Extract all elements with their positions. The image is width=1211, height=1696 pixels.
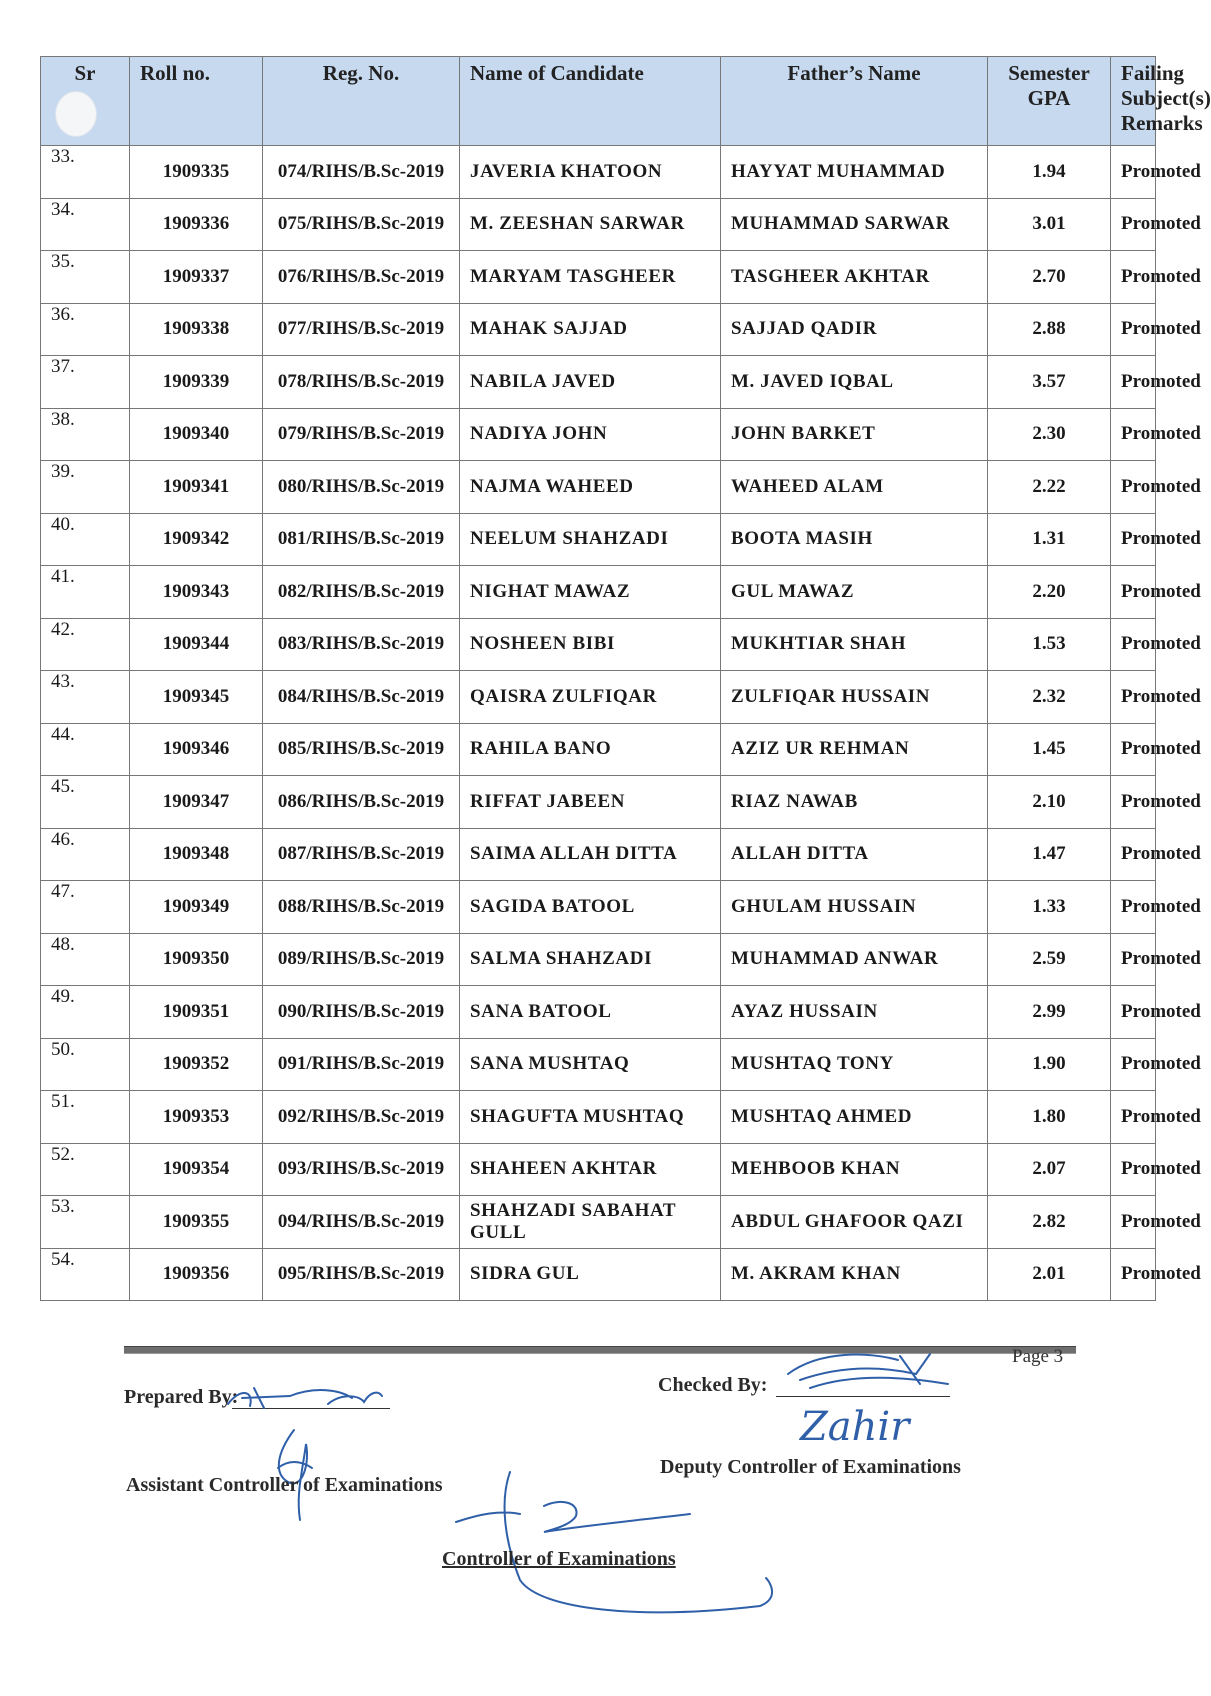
cell-roll-no: 1909337 (130, 251, 263, 304)
cell-roll-no: 1909356 (130, 1248, 263, 1301)
cell-candidate-name: NADIYA JOHN (460, 408, 721, 461)
header-remarks (1111, 57, 1211, 146)
cell-reg-no: 089/RIHS/B.Sc-2019 (263, 933, 460, 986)
table-row (41, 723, 1156, 776)
header-roll-no: Roll no. (130, 57, 263, 146)
cell-father-name: GUL MAWAZ (721, 566, 988, 619)
table-row (41, 513, 1156, 566)
cell-sr: 37. (41, 356, 130, 409)
cell-semester-gpa: 2.59 (988, 933, 1111, 986)
cell-sr: 45. (41, 776, 130, 829)
cell-roll-no: 1909335 (130, 146, 263, 199)
cell-semester-gpa: 2.30 (988, 408, 1111, 461)
cell-candidate-name: MAHAK SAJJAD (460, 303, 721, 356)
table-row (41, 566, 1156, 619)
cell-father-name: M. AKRAM KHAN (721, 1248, 988, 1301)
header-remarks-line2: Subject(s) (1121, 86, 1211, 110)
table-row (41, 776, 1156, 829)
cell-semester-gpa: 1.47 (988, 828, 1111, 881)
cell-sr: 54. (41, 1248, 130, 1301)
cell-father-name: MUSHTAQ TONY (721, 1038, 988, 1091)
cell-reg-no: 074/RIHS/B.Sc-2019 (263, 146, 460, 199)
cell-reg-no: 094/RIHS/B.Sc-2019 (263, 1196, 460, 1249)
cell-semester-gpa: 2.07 (988, 1143, 1111, 1196)
cell-remarks: Promoted (1111, 618, 1156, 671)
table-row (41, 303, 1156, 356)
cell-remarks: Promoted (1111, 461, 1156, 514)
cell-father-name: ALLAH DITTA (721, 828, 988, 881)
cell-sr: 48. (41, 933, 130, 986)
cell-remarks: Promoted (1111, 356, 1156, 409)
cell-candidate-name: SIDRA GUL (460, 1248, 721, 1301)
cell-remarks: Promoted (1111, 671, 1156, 724)
cell-remarks: Promoted (1111, 1143, 1156, 1196)
deputy-controller-label: Deputy Controller of Examinations (660, 1456, 961, 1478)
cell-candidate-name: SANA BATOOL (460, 986, 721, 1039)
header-remarks-line1: Failing (1121, 61, 1185, 85)
cell-remarks: Promoted (1111, 1196, 1156, 1249)
cell-candidate-name: SHAHEEN AKHTAR (460, 1143, 721, 1196)
controller-label: Controller of Examinations (442, 1548, 676, 1570)
cell-reg-no: 078/RIHS/B.Sc-2019 (263, 356, 460, 409)
prepared-by-signature (220, 1368, 400, 1418)
table-row (41, 251, 1156, 304)
cell-semester-gpa: 2.70 (988, 251, 1111, 304)
cell-reg-no: 086/RIHS/B.Sc-2019 (263, 776, 460, 829)
cell-reg-no: 082/RIHS/B.Sc-2019 (263, 566, 460, 619)
cell-sr: 51. (41, 1091, 130, 1144)
cell-semester-gpa: 2.88 (988, 303, 1111, 356)
cell-roll-no: 1909340 (130, 408, 263, 461)
cell-father-name: ABDUL GHAFOOR QAZI (721, 1196, 988, 1249)
cell-father-name: MEHBOOB KHAN (721, 1143, 988, 1196)
header-semester-gpa (988, 57, 1111, 146)
cell-father-name: MUHAMMAD SARWAR (721, 198, 988, 251)
table-row (41, 828, 1156, 881)
table-row (41, 461, 1156, 514)
header-sr-label: Sr (74, 61, 96, 85)
cell-semester-gpa: 1.33 (988, 881, 1111, 934)
cell-candidate-name: NEELUM SHAHZADI (460, 513, 721, 566)
cell-semester-gpa: 2.01 (988, 1248, 1111, 1301)
cell-father-name: MUSHTAQ AHMED (721, 1091, 988, 1144)
cell-candidate-name: SHAHZADI SABAHAT GULL (460, 1196, 721, 1249)
cell-remarks: Promoted (1111, 408, 1156, 461)
cell-semester-gpa: 1.53 (988, 618, 1111, 671)
cell-sr: 46. (41, 828, 130, 881)
cell-father-name: MUHAMMAD ANWAR (721, 933, 988, 986)
cell-roll-no: 1909347 (130, 776, 263, 829)
cell-sr: 36. (41, 303, 130, 356)
table-row (41, 881, 1156, 934)
cell-reg-no: 088/RIHS/B.Sc-2019 (263, 881, 460, 934)
cell-father-name: M. JAVED IQBAL (721, 356, 988, 409)
results-table (40, 56, 1211, 1301)
cell-semester-gpa: 3.01 (988, 198, 1111, 251)
cell-roll-no: 1909341 (130, 461, 263, 514)
assistant-controller-label: Assistant Controller of Examinations (126, 1474, 443, 1496)
header-remarks-line3: Remarks (1121, 111, 1203, 135)
cell-sr: 42. (41, 618, 130, 671)
cell-reg-no: 077/RIHS/B.Sc-2019 (263, 303, 460, 356)
cell-roll-no: 1909348 (130, 828, 263, 881)
cell-sr: 34. (41, 198, 130, 251)
cell-remarks: Promoted (1111, 986, 1156, 1039)
table-row (41, 986, 1156, 1039)
cell-candidate-name: JAVERIA KHATOON (460, 146, 721, 199)
page-number: Page 3 (1012, 1346, 1064, 1367)
cell-sr: 53. (41, 1196, 130, 1249)
table-row (41, 618, 1156, 671)
header-reg-no: Reg. No. (263, 57, 460, 146)
cell-reg-no: 093/RIHS/B.Sc-2019 (263, 1143, 460, 1196)
header-gpa-line2: GPA (1027, 86, 1071, 110)
table-row (41, 1196, 1156, 1249)
cell-father-name: JOHN BARKET (721, 408, 988, 461)
cell-sr: 35. (41, 251, 130, 304)
cell-father-name: MUKHTIAR SHAH (721, 618, 988, 671)
checked-by-handwritten-signature: Zahir (800, 1404, 910, 1450)
table-row (41, 408, 1156, 461)
cell-remarks: Promoted (1111, 1038, 1156, 1091)
cell-candidate-name: NOSHEEN BIBI (460, 618, 721, 671)
cell-remarks: Promoted (1111, 198, 1156, 251)
cell-candidate-name: SANA MUSHTAQ (460, 1038, 721, 1091)
cell-roll-no: 1909338 (130, 303, 263, 356)
cell-candidate-name: SAGIDA BATOOL (460, 881, 721, 934)
cell-reg-no: 079/RIHS/B.Sc-2019 (263, 408, 460, 461)
cell-semester-gpa: 1.80 (988, 1091, 1111, 1144)
cell-reg-no: 091/RIHS/B.Sc-2019 (263, 1038, 460, 1091)
cell-reg-no: 075/RIHS/B.Sc-2019 (263, 198, 460, 251)
cell-roll-no: 1909352 (130, 1038, 263, 1091)
cell-sr: 41. (41, 566, 130, 619)
cell-sr: 44. (41, 723, 130, 776)
header-sr (41, 57, 130, 146)
table-row (41, 1091, 1156, 1144)
cell-remarks: Promoted (1111, 776, 1156, 829)
cell-father-name: HAYYAT MUHAMMAD (721, 146, 988, 199)
table-body (41, 146, 1201, 1301)
table-row (41, 1038, 1156, 1091)
cell-roll-no: 1909350 (130, 933, 263, 986)
cell-candidate-name: SAIMA ALLAH DITTA (460, 828, 721, 881)
table-row (41, 1248, 1156, 1301)
cell-sr: 33. (41, 146, 130, 199)
cell-reg-no: 081/RIHS/B.Sc-2019 (263, 513, 460, 566)
cell-roll-no: 1909349 (130, 881, 263, 934)
cell-candidate-name: SALMA SHAHZADI (460, 933, 721, 986)
cell-semester-gpa: 1.90 (988, 1038, 1111, 1091)
cell-remarks: Promoted (1111, 723, 1156, 776)
cell-reg-no: 080/RIHS/B.Sc-2019 (263, 461, 460, 514)
cell-sr: 40. (41, 513, 130, 566)
cell-sr: 39. (41, 461, 130, 514)
cell-remarks: Promoted (1111, 513, 1156, 566)
cell-father-name: WAHEED ALAM (721, 461, 988, 514)
cell-reg-no: 087/RIHS/B.Sc-2019 (263, 828, 460, 881)
table-row (41, 356, 1156, 409)
table-row (41, 671, 1156, 724)
cell-remarks: Promoted (1111, 933, 1156, 986)
cell-father-name: SAJJAD QADIR (721, 303, 988, 356)
cell-roll-no: 1909353 (130, 1091, 263, 1144)
cell-roll-no: 1909342 (130, 513, 263, 566)
cell-candidate-name: NABILA JAVED (460, 356, 721, 409)
cell-roll-no: 1909345 (130, 671, 263, 724)
cell-semester-gpa: 2.20 (988, 566, 1111, 619)
cell-roll-no: 1909344 (130, 618, 263, 671)
table-header-row (41, 57, 1156, 146)
cell-semester-gpa: 2.22 (988, 461, 1111, 514)
cell-roll-no: 1909351 (130, 986, 263, 1039)
cell-remarks: Promoted (1111, 828, 1156, 881)
header-candidate-name: Name of Candidate (460, 57, 721, 146)
cell-roll-no: 1909336 (130, 198, 263, 251)
table-row (41, 933, 1156, 986)
cell-father-name: BOOTA MASIH (721, 513, 988, 566)
cell-remarks: Promoted (1111, 146, 1156, 199)
cell-roll-no: 1909339 (130, 356, 263, 409)
cell-father-name: AYAZ HUSSAIN (721, 986, 988, 1039)
cell-semester-gpa: 3.57 (988, 356, 1111, 409)
cell-semester-gpa: 2.82 (988, 1196, 1111, 1249)
cell-reg-no: 092/RIHS/B.Sc-2019 (263, 1091, 460, 1144)
cell-candidate-name: SHAGUFTA MUSHTAQ (460, 1091, 721, 1144)
cell-roll-no: 1909355 (130, 1196, 263, 1249)
cell-candidate-name: QAISRA ZULFIQAR (460, 671, 721, 724)
cell-semester-gpa: 2.99 (988, 986, 1111, 1039)
cell-reg-no: 095/RIHS/B.Sc-2019 (263, 1248, 460, 1301)
cell-remarks: Promoted (1111, 1248, 1156, 1301)
cell-sr: 38. (41, 408, 130, 461)
cell-candidate-name: NIGHAT MAWAZ (460, 566, 721, 619)
checked-by-label: Checked By: (658, 1374, 768, 1396)
cell-roll-no: 1909354 (130, 1143, 263, 1196)
prepared-by-label: Prepared By: (124, 1386, 239, 1408)
cell-candidate-name: MARYAM TASGHEER (460, 251, 721, 304)
punch-hole-mark (55, 91, 97, 137)
cell-reg-no: 076/RIHS/B.Sc-2019 (263, 251, 460, 304)
cell-reg-no: 083/RIHS/B.Sc-2019 (263, 618, 460, 671)
cell-remarks: Promoted (1111, 881, 1156, 934)
cell-candidate-name: NAJMA WAHEED (460, 461, 721, 514)
cell-candidate-name: RIFFAT JABEEN (460, 776, 721, 829)
cell-remarks: Promoted (1111, 303, 1156, 356)
table-row (41, 146, 1156, 199)
table-row (41, 198, 1156, 251)
cell-remarks: Promoted (1111, 251, 1156, 304)
cell-remarks: Promoted (1111, 1091, 1156, 1144)
cell-candidate-name: RAHILA BANO (460, 723, 721, 776)
cell-semester-gpa: 2.10 (988, 776, 1111, 829)
cell-semester-gpa: 1.31 (988, 513, 1111, 566)
cell-father-name: TASGHEER AKHTAR (721, 251, 988, 304)
cell-reg-no: 085/RIHS/B.Sc-2019 (263, 723, 460, 776)
cell-father-name: RIAZ NAWAB (721, 776, 988, 829)
cell-sr: 43. (41, 671, 130, 724)
cell-candidate-name: M. ZEESHAN SARWAR (460, 198, 721, 251)
cell-semester-gpa: 1.94 (988, 146, 1111, 199)
header-father-name: Father’s Name (721, 57, 988, 146)
cell-sr: 52. (41, 1143, 130, 1196)
cell-roll-no: 1909346 (130, 723, 263, 776)
cell-reg-no: 084/RIHS/B.Sc-2019 (263, 671, 460, 724)
cell-sr: 47. (41, 881, 130, 934)
cell-remarks: Promoted (1111, 566, 1156, 619)
cell-roll-no: 1909343 (130, 566, 263, 619)
cell-reg-no: 090/RIHS/B.Sc-2019 (263, 986, 460, 1039)
cell-semester-gpa: 2.32 (988, 671, 1111, 724)
cell-sr: 50. (41, 1038, 130, 1091)
checked-by-scribble-signature (780, 1344, 980, 1404)
cell-father-name: AZIZ UR REHMAN (721, 723, 988, 776)
cell-father-name: ZULFIQAR HUSSAIN (721, 671, 988, 724)
cell-sr: 49. (41, 986, 130, 1039)
cell-father-name: GHULAM HUSSAIN (721, 881, 988, 934)
header-gpa-line1: Semester (1008, 61, 1090, 85)
table-row (41, 1143, 1156, 1196)
cell-semester-gpa: 1.45 (988, 723, 1111, 776)
